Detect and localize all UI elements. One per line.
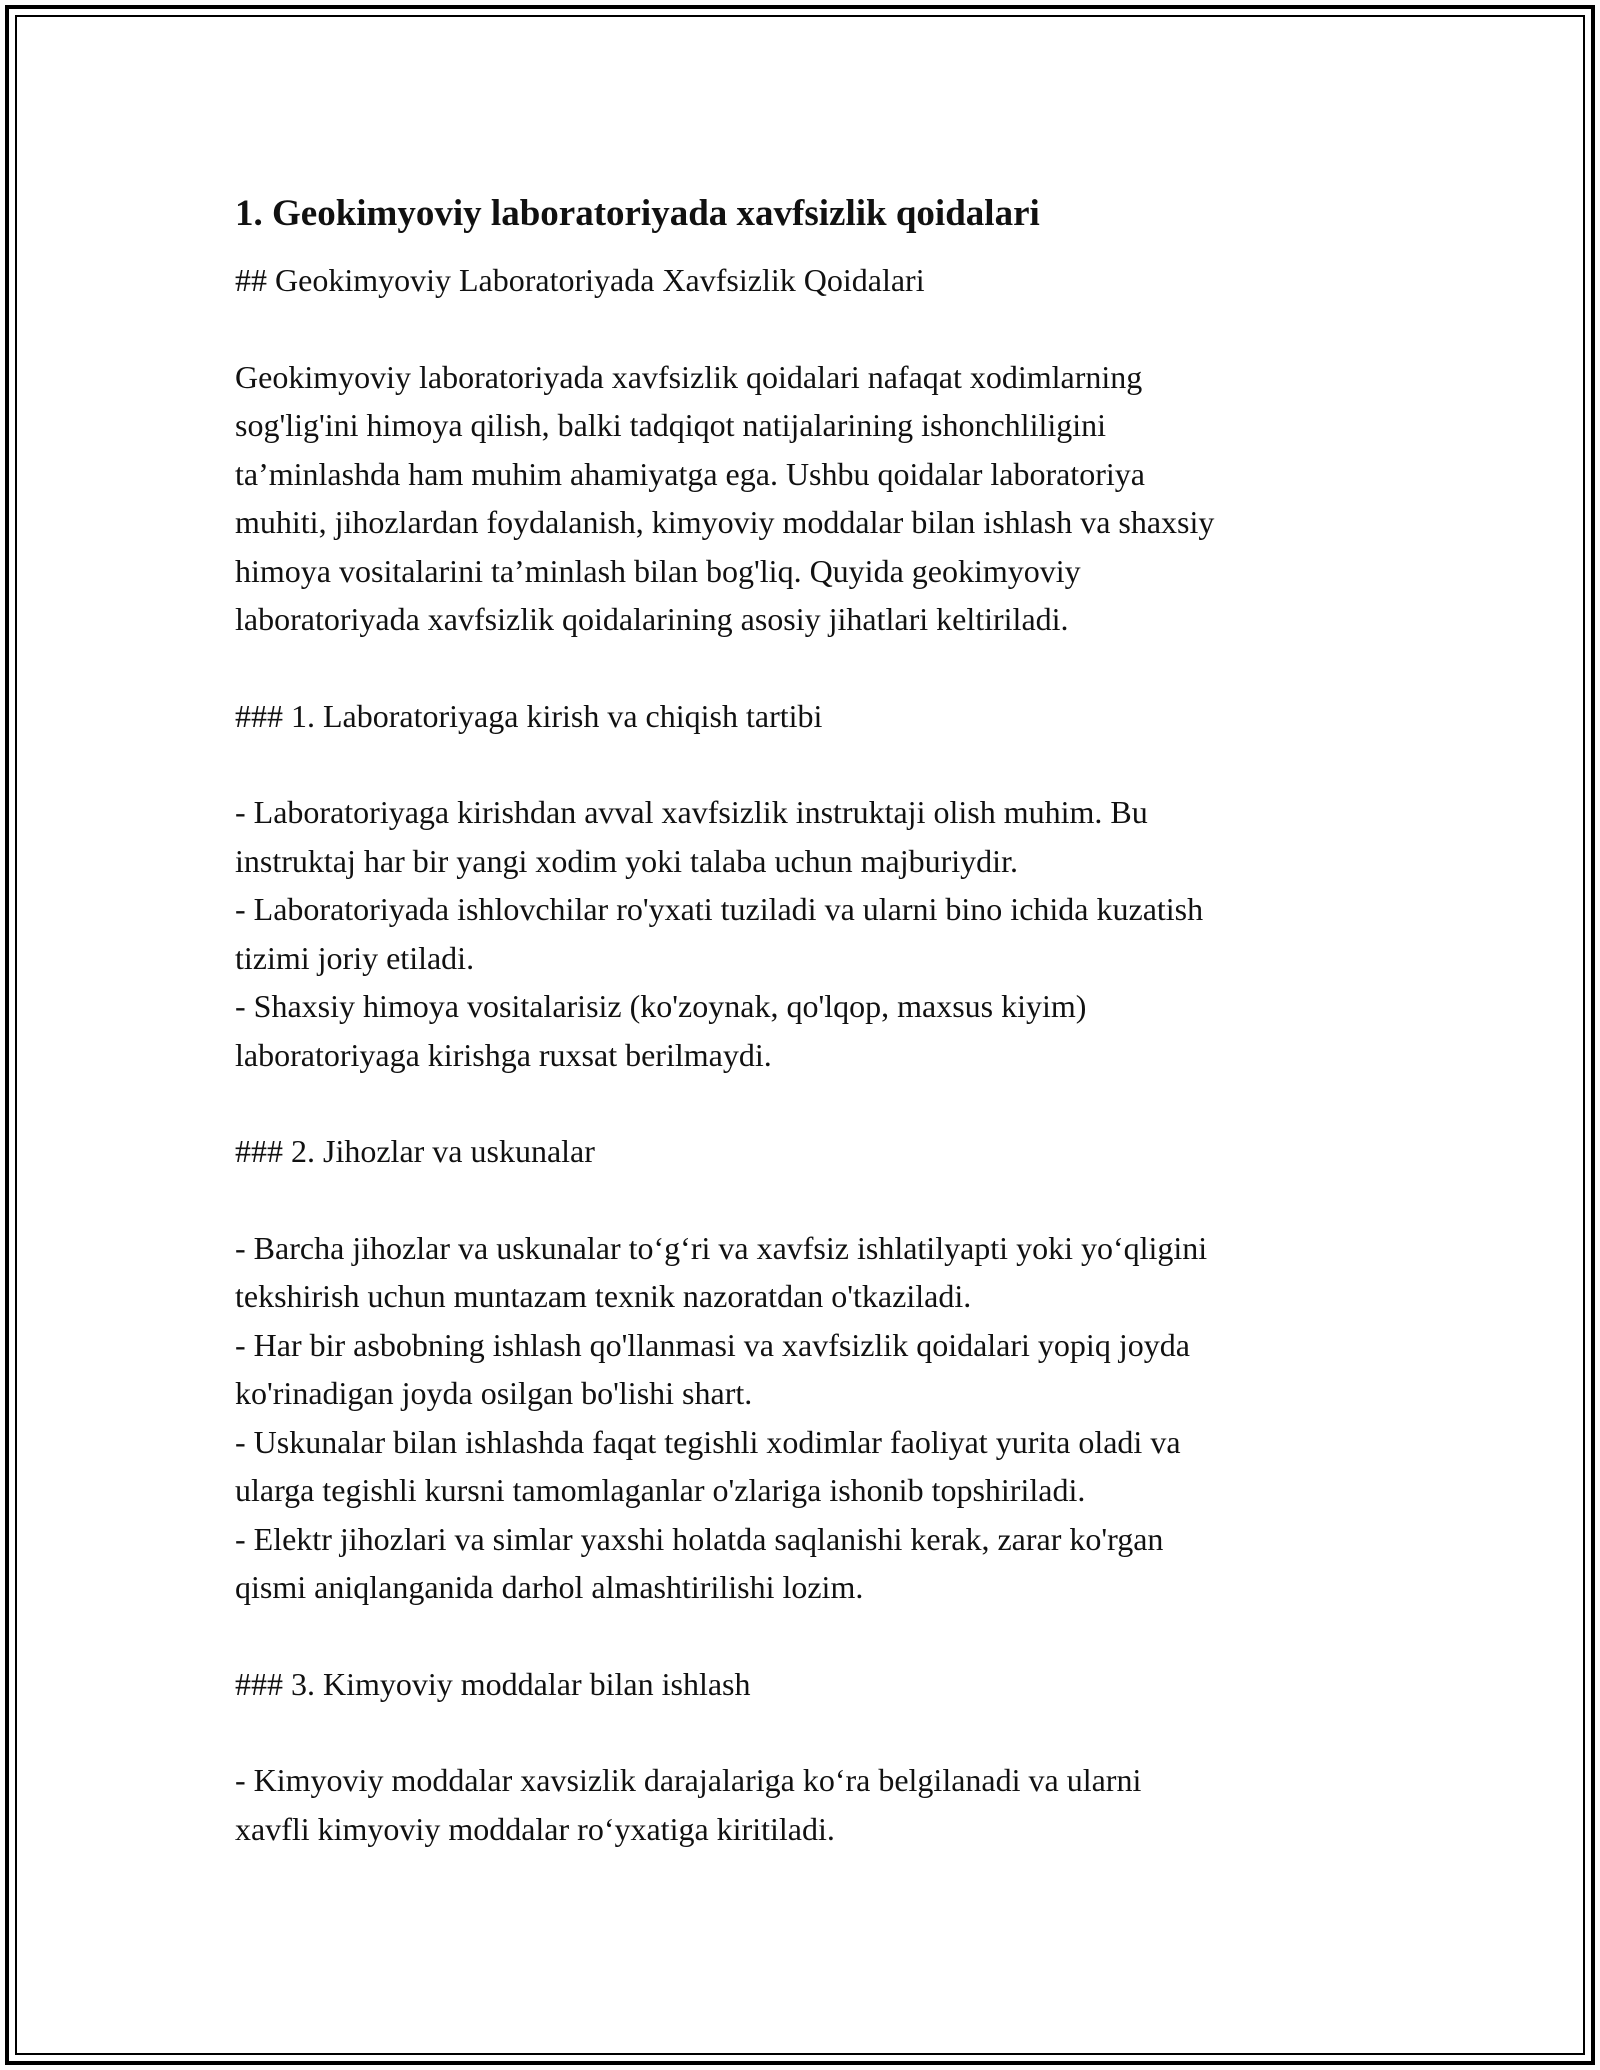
intro-paragraph: Geokimyoviy laboratoriyada xavfsizlik qoidalari nafaqat xodimlarning sog'lig'ini himoya qilish, balki tadqiqot natijalarining ishonchliligini ta’minlashda ham muhim ahamiyatga ega. Ushbu qoidalar laboratoriya muhiti, jihozlardan foydalanish, kimyoviy moddalar bilan ishlash va shaxsiy himoya vositalarini ta’minlash bilan bog'liq. Quyida geokimyoviy laboratoriyada xavfsizlik qoidalarining asosiy jihatlari keltiriladi. [235,358,1215,637]
section-heading-3: ### 3. Kimyoviy moddalar bilan ishlash [235,1665,751,1702]
section-heading-1: ### 1. Laboratoriyaga kirish va chiqish tartibi [235,697,823,734]
document-title: 1. Geokimyoviy laboratoriyada xavfsizlik qoidalari [235,193,1040,234]
document-body [235,190,1375,1853]
section-heading-2: ### 2. Jihozlar va uskunalar [235,1133,595,1169]
document-subtitle: ## Geokimyoviy Laboratoriyada Xavfsizlik Qoidalari [235,262,925,298]
section-body-3: - Kimyoviy moddalar xavsizlik darajalariga ko‘ra belgilanadi va ularni xavfli kimyoviy moddalar ro‘yxatiga kiritiladi. [235,1762,1142,1847]
section-body-1: - Laboratoriyaga kirishdan avval xavfsizlik instruktaji olish muhim. Bu instruktaj har bir yangi xodim yoki talaba uchun majburiydir. - Laboratoriyada ishlovchilar ro'yxati tuziladi va ularni bino ichida kuzatish tizimi joriy etiladi. - Shaxsiy himoya vositalarisiz (ko'zoynak, qo'lqop, maxsus kiyim) laboratoriyaga kirishga ruxsat berilmaydi. [235,794,1204,1073]
section-body-2: - Barcha jihozlar va uskunalar to‘g‘ri va xavfsiz ishlatilyapti yoki yo‘qligini tekshirish uchun muntazam texnik nazoratdan o'tkaziladi. - Har bir asbobning ishlash qo'llanmasi va xavfsizlik qoidalari yopiq joyda ko'rinadigan joyda osilgan bo'lishi shart. - Uskunalar bilan ishlashda faqat tegishli xodimlar faoliyat yurita oladi va ularga tegishli kursni tamomlaganlar o'zlariga ishonib topshiriladi. - Elektr jihozlari va simlar yaxshi holatda saqlanishi kerak, zarar ko'rgan qismi aniqlanganida darhol almashtirilishi lozim. [235,1229,1208,1605]
